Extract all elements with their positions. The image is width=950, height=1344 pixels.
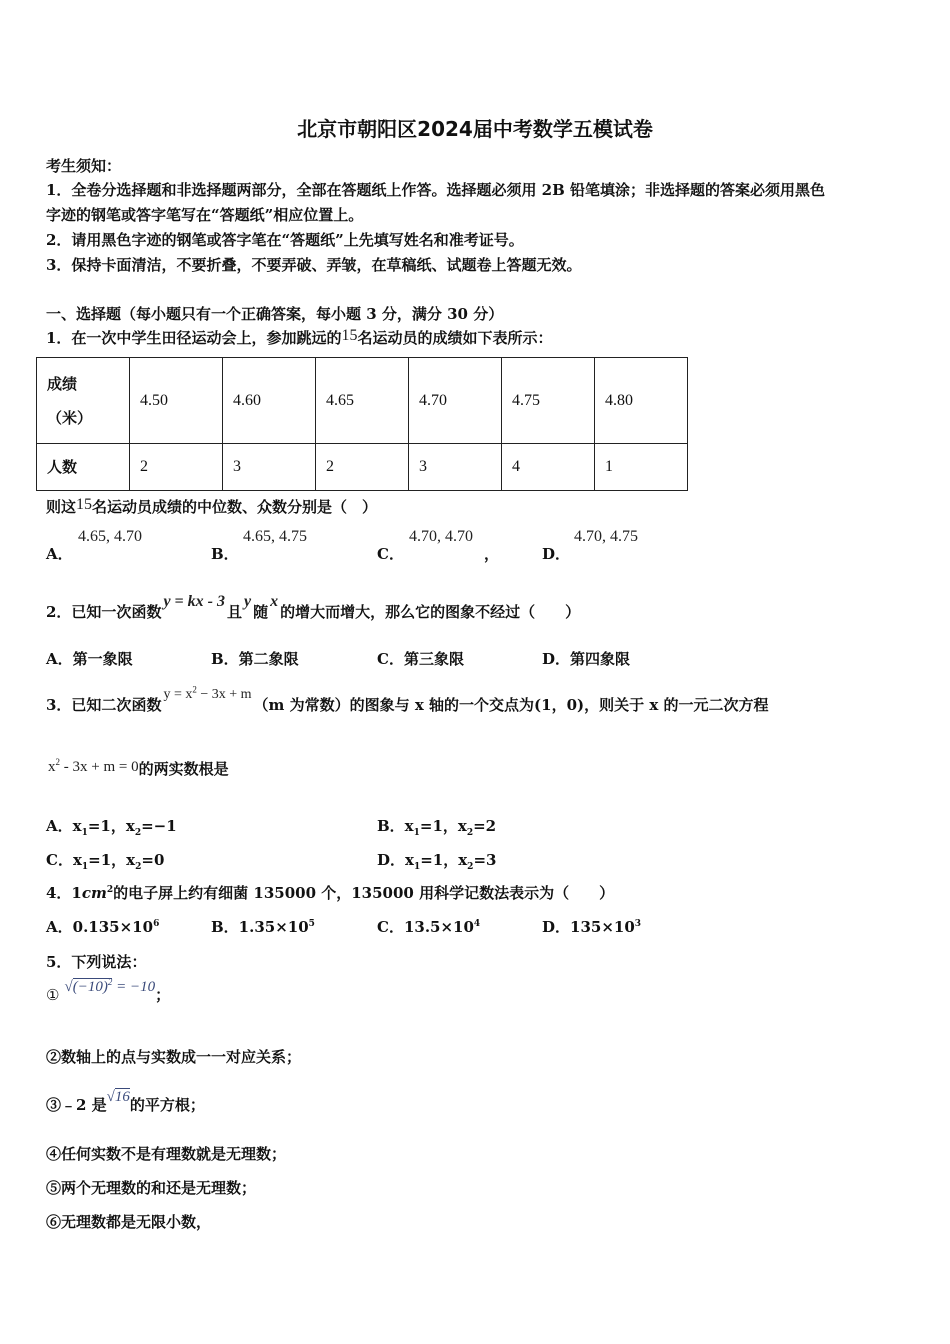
q3-eq-exp: 2 [55, 757, 60, 767]
q2-option-d[interactable]: D．第四象限 [542, 650, 631, 668]
q1-ask [46, 496, 377, 517]
q3-eq-a: x [48, 759, 56, 775]
q3-opt-c-sub2: 2 [135, 862, 142, 872]
count-cell: 1 [595, 444, 688, 491]
q1-option-c-label[interactable]: C． [377, 545, 404, 563]
notice-line-1b: 字迹的钢笔或答字笔写在“答题纸”相应位置上。 [46, 206, 364, 224]
sqrt-icon: √ [106, 1089, 115, 1105]
q3-equation [48, 759, 139, 775]
q5-statement-5: ⑤两个无理数的和还是无理数； [46, 1179, 257, 1197]
q3-opt-a-sub2: 2 [134, 828, 142, 838]
q3-opt-d-text: D．x [377, 851, 414, 869]
q3-opt-c-text2: =1，x [88, 851, 136, 869]
q5-statement-2: ②数轴上的点与实数成一一对应关系； [46, 1048, 302, 1066]
q3-suffix: （m 为常数）的图象与 x 轴的一个交点为(1，0)，则关于 x 的一元二次方程 [253, 696, 769, 714]
q5-s3-suffix: 的平方根； [129, 1096, 205, 1114]
q3-option-a[interactable] [46, 815, 177, 838]
q5-statement-3 [46, 1089, 205, 1115]
score-cell: 4.60 [223, 358, 316, 444]
q3-opt-c-text: C．x [46, 851, 82, 869]
q5-statement-1 [46, 977, 171, 1005]
q4-prefix: 4．1 [46, 884, 82, 902]
notice-line-3: 3．保持卡面清洁，不要折叠，不要弄破、弄皱，在草稿纸、试题卷上答题无效。 [46, 256, 582, 274]
q5-s1-expression [65, 977, 156, 996]
q2-suffix: 的增大而增大，那么它的图象不经过（ ） [280, 603, 581, 621]
q1-prefix: 1．在一次中学生田径运动会上，参加跳远的 [46, 329, 342, 347]
count-row [37, 444, 688, 491]
count-cell: 2 [130, 444, 223, 491]
q3-option-b[interactable] [377, 815, 496, 838]
score-cell: 4.75 [502, 358, 595, 444]
q3-opt-b-text: B．x [377, 817, 414, 835]
q1-option-d[interactable]: 4.70, 4.75 [574, 528, 638, 545]
q1-option-c[interactable]: 4.70, 4.70 [409, 528, 473, 545]
q4-unit-exp: 2 [106, 885, 114, 895]
q3-equation-line [48, 758, 229, 779]
q3-opt-b-sub2: 2 [466, 828, 474, 838]
q3-opt-b-sub1: 1 [413, 828, 420, 838]
q4-suffix: 的电子屏上约有细菌 135000 个，135000 用科学记数法表示为（ ） [113, 884, 615, 902]
q2-prefix: 2．已知一次函数 [46, 603, 162, 621]
q1-ask-num: 15 [76, 496, 93, 513]
q4-option-a[interactable] [46, 916, 159, 937]
q4-opt-d-exp: 3 [634, 919, 642, 929]
q2-option-b[interactable]: B．第二象限 [211, 650, 299, 668]
q3-eq-suffix: 的两实数根是 [138, 760, 229, 778]
exam-title: 北京市朝阳区2024届中考数学五模试卷 [297, 117, 653, 141]
q3-opt-b-text2: =1，x [419, 817, 467, 835]
score-header-b: （米） [47, 408, 93, 427]
score-cell: 4.65 [316, 358, 409, 444]
q4-opt-a-text: A．0.135×10 [46, 918, 154, 936]
q5-statement-4: ④任何实数不是有理数就是无理数； [46, 1145, 287, 1163]
q2-var-y: y [244, 593, 252, 610]
q2-option-a[interactable]: A．第一象限 [46, 650, 133, 668]
q4-opt-b-exp: 5 [308, 919, 315, 929]
q3-formula-exp: 2 [192, 684, 197, 695]
count-cell: 3 [409, 444, 502, 491]
q2-option-c[interactable]: C．第三象限 [377, 650, 464, 668]
q4-option-d[interactable] [542, 916, 641, 937]
q4-opt-a-exp: 6 [153, 919, 160, 929]
question-5: 5．下列说法： [46, 953, 147, 971]
q2-mid2: 随 [253, 603, 269, 621]
sqrt-icon: √ [64, 979, 73, 995]
q3-opt-a-text2: =1，x [87, 817, 135, 835]
q3-prefix: 3．已知二次函数 [46, 696, 162, 714]
q5-s1-exp: 2 [107, 977, 113, 987]
q3-opt-b-text3: =2 [473, 817, 497, 835]
q2-var-x: x [270, 593, 279, 610]
q3-opt-a-sub1: 1 [81, 828, 88, 838]
q3-option-d[interactable] [377, 849, 496, 872]
q4-option-b[interactable] [211, 916, 315, 937]
score-cell: 4.70 [409, 358, 502, 444]
q5-s1-mark: ① [46, 986, 60, 1004]
q1-option-a[interactable]: 4.65, 4.70 [78, 528, 142, 545]
q1-option-d-label[interactable]: D． [542, 545, 571, 563]
q4-opt-b-text: B．1.35×10 [211, 918, 309, 936]
score-header-cell [37, 358, 130, 444]
q5-s3-prefix: ③﹣2 是 [46, 1096, 107, 1114]
q4-opt-d-text: D．135×10 [542, 918, 635, 936]
q3-opt-a-text: A．x [46, 817, 82, 835]
q5-s1-radicand [73, 978, 113, 995]
q3-eq-b: - 3x + m = 0 [60, 759, 139, 775]
count-cell: 2 [316, 444, 409, 491]
q3-formula-a: y = x [163, 687, 193, 702]
q3-opt-c-text3: =0 [141, 851, 165, 869]
q1-option-c-sep: ， [484, 545, 500, 563]
q5-s1-end: ； [155, 986, 171, 1004]
q3-opt-c-sub1: 1 [81, 862, 89, 872]
q1-num: 15 [341, 327, 358, 344]
q3-opt-d-text3: =3 [473, 851, 497, 869]
question-2 [46, 593, 581, 622]
q4-unit: cm [81, 884, 107, 902]
q1-option-b-label[interactable]: B． [211, 545, 239, 563]
q5-s3-radicand: 16 [114, 1089, 130, 1105]
q1-option-b[interactable]: 4.65, 4.75 [243, 528, 307, 545]
notice-heading: 考生须知： [46, 157, 122, 175]
q5-s1-radicand-text: (−10) [72, 979, 108, 995]
count-cell: 4 [502, 444, 595, 491]
score-row [37, 358, 688, 444]
q3-formula [161, 684, 253, 702]
q2-mid1: 且 [227, 603, 243, 621]
q1-suffix: 名运动员的成绩如下表所示： [357, 329, 553, 347]
q3-option-c[interactable] [46, 849, 164, 872]
q1-ask-prefix: 则这 [46, 498, 77, 516]
q3-opt-d-sub2: 2 [467, 862, 474, 872]
question-4 [46, 882, 614, 903]
q3-opt-d-sub1: 1 [413, 862, 421, 872]
q5-s3-sqrt [107, 1089, 130, 1106]
q3-opt-a-text3: =−1 [141, 817, 177, 835]
notice-line-1a: 1．全卷分选择题和非选择题两部分，全部在答题纸上作答。选择题必须用 2B 铅笔填涂；非选择题的答案必须用黑色 [46, 181, 826, 199]
score-cell: 4.50 [130, 358, 223, 444]
section-heading: 一、选择题（每小题只有一个正确答案，每小题 3 分，满分 30 分） [46, 305, 504, 323]
q4-option-c[interactable] [377, 916, 480, 937]
q1-option-a-label[interactable]: A． [46, 545, 73, 563]
question-3 [46, 684, 769, 715]
q1-ask-suffix: 名运动员成绩的中位数、众数分别是（ ） [92, 498, 378, 516]
q3-opt-d-text2: =1，x [420, 851, 468, 869]
score-table [36, 357, 688, 491]
q4-opt-c-text: C．13.5×10 [377, 918, 474, 936]
score-cell: 4.80 [595, 358, 688, 444]
q4-opt-c-exp: 4 [473, 919, 481, 929]
count-header-cell: 人数 [37, 444, 130, 491]
q5-s1-rhs: = −10 [112, 979, 156, 995]
question-1 [46, 327, 552, 348]
count-cell: 3 [223, 444, 316, 491]
notice-line-2: 2．请用黑色字迹的钢笔或答字笔在“答题纸”上先填写姓名和准考证号。 [46, 231, 524, 249]
q2-formula: y = kx - 3 [163, 593, 225, 610]
q3-formula-b: − 3x + m [196, 687, 252, 702]
q5-statement-6: ⑥无理数都是无限小数， [46, 1213, 212, 1231]
score-header-a: 成绩 [47, 374, 78, 393]
